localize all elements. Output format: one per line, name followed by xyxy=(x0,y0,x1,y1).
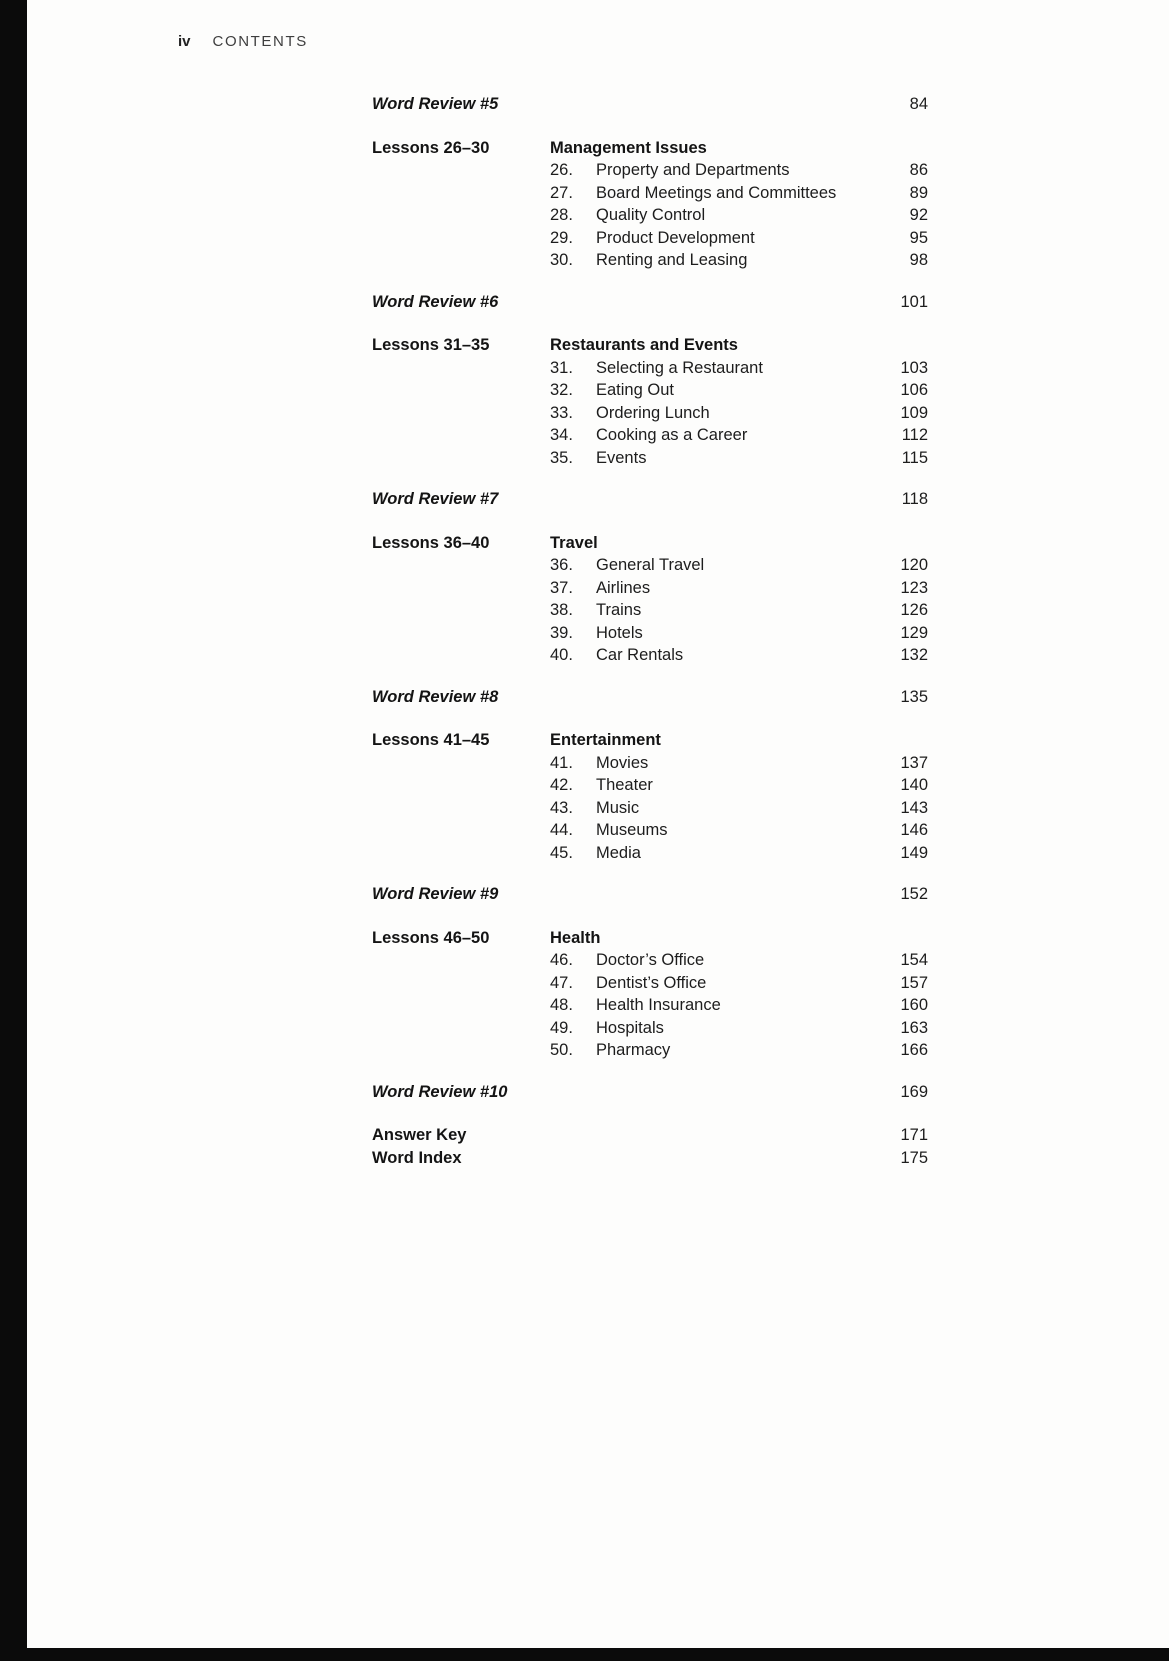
lesson-number: 31. xyxy=(550,358,573,377)
label-column-spacer xyxy=(372,752,550,775)
page-number: 95 xyxy=(909,228,928,247)
lesson-entry xyxy=(550,949,856,972)
toc-lesson-row xyxy=(372,644,928,667)
label-column-spacer xyxy=(372,819,550,842)
lesson-entry xyxy=(550,554,856,577)
page-number: 126 xyxy=(900,601,928,619)
scan-edge-left xyxy=(0,0,27,1661)
lesson-title: Cooking as a Career xyxy=(596,426,748,444)
toc-lesson-row xyxy=(372,182,928,205)
page-number: 169 xyxy=(900,1082,928,1101)
lesson-entry xyxy=(550,577,856,600)
label-column-spacer xyxy=(372,622,550,645)
lessons-range-label: Lessons 46–50 xyxy=(372,928,490,947)
lesson-title: Hospitals xyxy=(596,1018,664,1037)
lesson-number: 44. xyxy=(550,821,573,839)
lesson-number: 38. xyxy=(550,601,573,619)
label-column-spacer xyxy=(372,1017,550,1040)
lesson-title: Doctor’s Office xyxy=(596,951,705,969)
toc-lesson-row xyxy=(372,1017,928,1040)
page-number: 149 xyxy=(900,843,928,862)
label-column-spacer xyxy=(372,994,550,1017)
page-folio: iv xyxy=(178,33,191,50)
page-number: 160 xyxy=(900,996,928,1014)
toc-review-row xyxy=(372,291,928,314)
lesson-entry xyxy=(550,819,856,842)
lesson-entry xyxy=(550,622,856,645)
toc-group-header xyxy=(372,334,928,357)
page-number: 98 xyxy=(909,251,928,269)
lesson-title: Eating Out xyxy=(596,381,674,399)
page-number: 109 xyxy=(900,403,928,422)
review-label: Word Review #8 xyxy=(372,687,499,706)
page-number: 89 xyxy=(909,183,928,202)
page-number: 103 xyxy=(900,358,928,377)
section-title: Entertainment xyxy=(550,731,661,749)
label-column-spacer xyxy=(372,227,550,250)
toc-lesson-row xyxy=(372,819,928,842)
toc-lesson-row xyxy=(372,752,928,775)
toc-lesson-row xyxy=(372,554,928,577)
lesson-entry xyxy=(550,379,856,402)
label-column-spacer xyxy=(372,424,550,447)
lesson-title: Ordering Lunch xyxy=(596,403,710,422)
page-number: 84 xyxy=(909,95,928,113)
toc-lesson-row xyxy=(372,424,928,447)
page-number: 132 xyxy=(900,646,928,664)
label-column-spacer xyxy=(372,249,550,272)
lesson-entry xyxy=(550,357,856,380)
toc-review-row xyxy=(372,686,928,709)
lesson-title: Selecting a Restaurant xyxy=(596,358,763,377)
toc-review-row xyxy=(372,1081,928,1104)
label-column-spacer xyxy=(372,774,550,797)
lesson-title: Media xyxy=(596,843,641,862)
lesson-entry xyxy=(550,424,856,447)
lesson-number: 35. xyxy=(550,448,573,467)
page-number: 123 xyxy=(900,578,928,597)
lesson-entry xyxy=(550,994,856,1017)
lesson-title: Events xyxy=(596,448,647,467)
toc-lesson-row xyxy=(372,774,928,797)
lesson-entry xyxy=(550,842,856,865)
toc-group-header xyxy=(372,532,928,555)
lesson-title: Product Development xyxy=(596,228,755,247)
toc-lesson-row xyxy=(372,577,928,600)
toc-lesson-row xyxy=(372,402,928,425)
lesson-number: 42. xyxy=(550,776,573,794)
lesson-entry xyxy=(550,599,856,622)
page-number: 140 xyxy=(900,776,928,794)
lesson-entry xyxy=(550,182,856,205)
page-number: 152 xyxy=(900,885,928,903)
page-number: 163 xyxy=(900,1018,928,1037)
lesson-number: 41. xyxy=(550,753,573,772)
scan-edge-bottom xyxy=(0,1648,1169,1661)
lesson-number: 39. xyxy=(550,623,573,642)
lesson-number: 43. xyxy=(550,798,573,817)
section-title: Management Issues xyxy=(550,138,707,157)
label-column-spacer xyxy=(372,949,550,972)
lesson-entry xyxy=(550,1017,856,1040)
section-title: Travel xyxy=(550,533,598,552)
lesson-title: Board Meetings and Committees xyxy=(596,183,837,202)
toc-lesson-row xyxy=(372,842,928,865)
lesson-title: Pharmacy xyxy=(596,1041,671,1059)
label-column-spacer xyxy=(372,972,550,995)
toc-lesson-row xyxy=(372,379,928,402)
lesson-entry xyxy=(550,797,856,820)
table-of-contents xyxy=(372,74,928,1169)
page-number: 137 xyxy=(900,753,928,772)
lesson-entry xyxy=(550,227,856,250)
lesson-title: Quality Control xyxy=(596,206,706,224)
lesson-title: Renting and Leasing xyxy=(596,251,748,269)
lesson-entry xyxy=(550,447,856,470)
toc-review-row xyxy=(372,488,928,511)
page-number: 101 xyxy=(900,292,928,311)
toc-group-header xyxy=(372,729,928,752)
label-column-spacer xyxy=(372,402,550,425)
lesson-entry xyxy=(550,752,856,775)
lesson-number: 40. xyxy=(550,646,573,664)
page-number: 135 xyxy=(900,687,928,706)
label-column-spacer xyxy=(372,159,550,182)
lesson-entry xyxy=(550,644,856,667)
page-number: 120 xyxy=(900,556,928,574)
toc-lesson-row xyxy=(372,622,928,645)
toc-lesson-row xyxy=(372,227,928,250)
toc-lesson-row xyxy=(372,994,928,1017)
lesson-entry xyxy=(550,1039,856,1062)
label-column-spacer xyxy=(372,842,550,865)
lesson-number: 32. xyxy=(550,381,573,399)
lesson-number: 28. xyxy=(550,206,573,224)
toc-lesson-row xyxy=(372,1039,928,1062)
lesson-number: 26. xyxy=(550,161,573,179)
page-number: 115 xyxy=(901,448,928,467)
review-label: Word Review #7 xyxy=(372,490,499,508)
page-number: 92 xyxy=(909,206,928,224)
toc-lesson-row xyxy=(372,949,928,972)
lesson-title: General Travel xyxy=(596,556,705,574)
toc-group-header xyxy=(372,927,928,950)
lesson-title: Theater xyxy=(596,776,653,794)
page-number: 106 xyxy=(900,381,928,399)
lesson-title: Music xyxy=(596,798,640,817)
review-label: Word Review #10 xyxy=(372,1082,508,1101)
toc-review-row xyxy=(372,883,928,906)
lesson-entry xyxy=(550,159,856,182)
lessons-range-label: Lessons 36–40 xyxy=(372,533,490,552)
toc-backmatter-row xyxy=(372,1124,928,1147)
lessons-range-label: Lessons 26–30 xyxy=(372,138,490,157)
toc-lesson-row xyxy=(372,159,928,182)
toc-lesson-row xyxy=(372,447,928,470)
section-title: Health xyxy=(550,928,601,947)
toc-lesson-row xyxy=(372,972,928,995)
label-column-spacer xyxy=(372,357,550,380)
label-column-spacer xyxy=(372,644,550,667)
lesson-title: Health Insurance xyxy=(596,996,721,1014)
label-column-spacer xyxy=(372,797,550,820)
page-number: 146 xyxy=(900,821,928,839)
lesson-title: Trains xyxy=(596,601,642,619)
toc-lesson-row xyxy=(372,204,928,227)
lesson-entry xyxy=(550,774,856,797)
lesson-number: 34. xyxy=(550,426,573,444)
lesson-title: Movies xyxy=(596,753,649,772)
lesson-entry xyxy=(550,402,856,425)
review-label: Word Review #9 xyxy=(372,885,499,903)
label-column-spacer xyxy=(372,577,550,600)
page-number: 175 xyxy=(900,1148,928,1167)
lesson-number: 46. xyxy=(550,951,573,969)
lesson-number: 36. xyxy=(550,556,573,574)
toc-group-header xyxy=(372,137,928,160)
label-column-spacer xyxy=(372,1039,550,1062)
label-column-spacer xyxy=(372,447,550,470)
toc-lesson-row xyxy=(372,357,928,380)
lesson-number: 48. xyxy=(550,996,573,1014)
lesson-number: 37. xyxy=(550,578,573,597)
lesson-title: Airlines xyxy=(596,578,651,597)
lesson-title: Property and Departments xyxy=(596,161,790,179)
toc-backmatter-row xyxy=(372,1147,928,1170)
page-number: 118 xyxy=(901,490,928,508)
label-column-spacer xyxy=(372,554,550,577)
lesson-entry xyxy=(550,204,856,227)
page-number: 154 xyxy=(900,951,928,969)
lesson-title: Dentist’s Office xyxy=(596,973,707,992)
review-label: Word Review #6 xyxy=(372,292,499,311)
lesson-number: 30. xyxy=(550,251,573,269)
toc-lesson-row xyxy=(372,599,928,622)
page-number: 171 xyxy=(900,1126,928,1144)
running-head xyxy=(178,33,308,50)
label-column-spacer xyxy=(372,204,550,227)
section-title: Restaurants and Events xyxy=(550,336,738,354)
toc-review-row xyxy=(372,93,928,116)
toc-lesson-row xyxy=(372,249,928,272)
toc-lesson-row xyxy=(372,797,928,820)
lesson-entry xyxy=(550,972,856,995)
lessons-range-label: Lessons 31–35 xyxy=(372,336,490,354)
review-label: Word Review #5 xyxy=(372,95,499,113)
lesson-number: 50. xyxy=(550,1041,573,1059)
label-column-spacer xyxy=(372,379,550,402)
page-number: 143 xyxy=(900,798,928,817)
running-head-title: CONTENTS xyxy=(212,33,308,50)
lessons-range-label: Lessons 41–45 xyxy=(372,731,490,749)
lesson-title: Museums xyxy=(596,821,668,839)
page-number: 129 xyxy=(900,623,928,642)
lesson-number: 27. xyxy=(550,183,573,202)
lesson-title: Hotels xyxy=(596,623,643,642)
page-number: 86 xyxy=(909,161,928,179)
lesson-number: 45. xyxy=(550,843,573,862)
backmatter-label: Answer Key xyxy=(372,1126,467,1144)
lesson-number: 29. xyxy=(550,228,573,247)
lesson-title: Car Rentals xyxy=(596,646,684,664)
page-number: 166 xyxy=(900,1041,928,1059)
backmatter-label: Word Index xyxy=(372,1148,462,1167)
page-number: 157 xyxy=(900,973,928,992)
lesson-number: 49. xyxy=(550,1018,573,1037)
lesson-number: 33. xyxy=(550,403,573,422)
lesson-entry xyxy=(550,249,856,272)
label-column-spacer xyxy=(372,599,550,622)
label-column-spacer xyxy=(372,182,550,205)
page-number: 112 xyxy=(901,426,928,444)
lesson-number: 47. xyxy=(550,973,573,992)
